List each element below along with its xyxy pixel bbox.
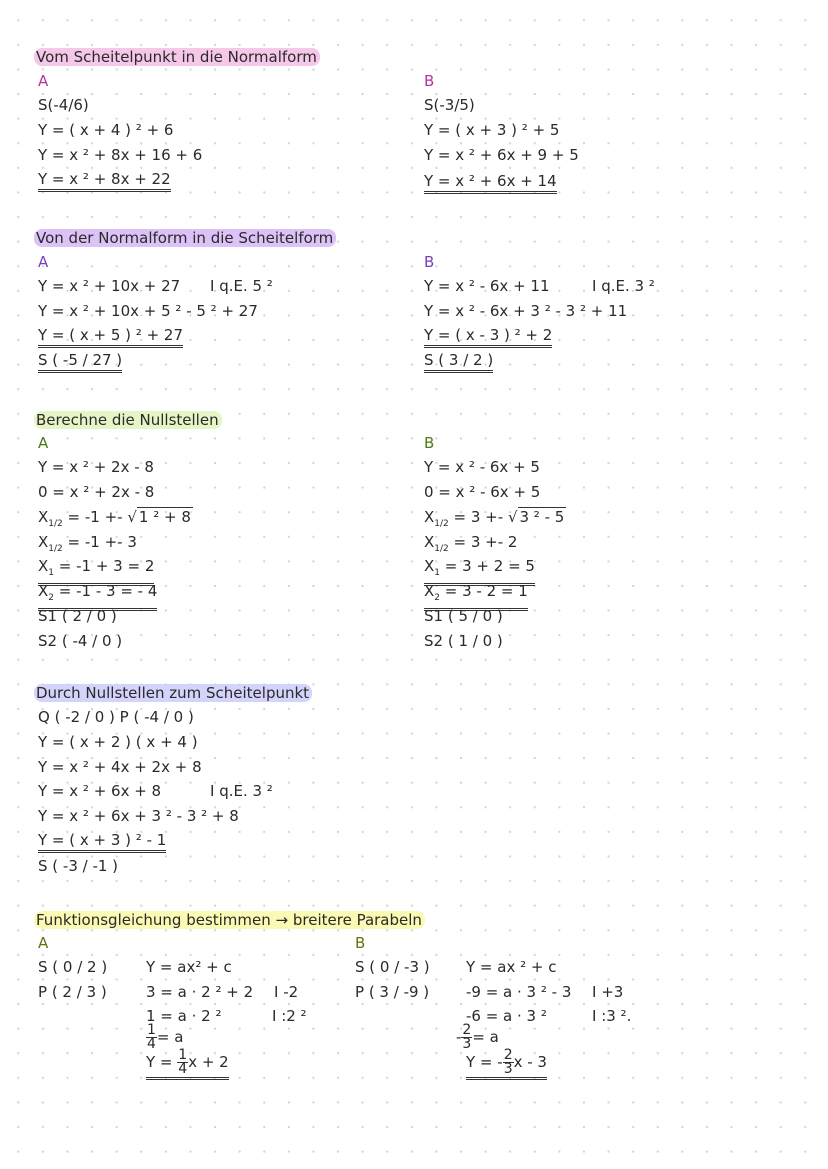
section-title-normal-to-scheitel: Von der Normalform in die Scheitelform	[34, 229, 336, 247]
section-title-scheitel-to-normal: Vom Scheitelpunkt in die Normalform	[34, 48, 320, 66]
point-line: P ( 3 / -9 )	[355, 983, 430, 1001]
equation-line: - $\frac{2}{3}$ = a	[456, 1022, 499, 1052]
section-title-nullstellen-to-scheitel: Durch Nullstellen zum Scheitelpunkt	[34, 684, 312, 702]
equation-line: 3 = a · 2 ² + 2	[146, 983, 254, 1001]
equation-line: Y = x ² + 6x + 3 ² - 3 ² + 8	[38, 807, 239, 825]
zero-point: S1 ( 2 / 0 )	[38, 607, 117, 625]
formula-line: $X_{1/2} = -1$ +- √ 1 ² + 8	[38, 508, 191, 529]
column-label-b: B	[424, 72, 435, 90]
vertex-result: S ( 3 / 2 )	[424, 351, 493, 373]
equation-line: Y = x ² + 10x + 5 ² - 5 ² + 27	[38, 302, 258, 320]
root-result: $X_2 = -1 - 3$ = - 4	[38, 582, 157, 611]
column-label-a: A	[38, 934, 49, 952]
column-label-b: B	[424, 434, 435, 452]
column-label-a: A	[38, 72, 49, 90]
point-line: S ( 0 / -3 )	[355, 958, 430, 976]
equation-line: Y = x ² - 6x + 11	[424, 277, 550, 295]
equation-line: S(-4/6)	[38, 96, 89, 114]
step-note: I -2	[274, 983, 299, 1001]
step-note: I q.E. 5 ²	[210, 277, 273, 295]
result-equation: Y = ( x + 3 ) ² - 1	[38, 831, 166, 853]
step-note: I :2 ²	[272, 1007, 307, 1025]
formula-line: $X_{1/2} = 3 +- 2$	[424, 533, 518, 554]
equation-line: 0 = x ² + 2x - 8	[38, 483, 155, 501]
result-equation: Y = ( x - 3 ) ² + 2	[424, 326, 552, 348]
formula-line: $X_{1/2} = -1 +- 3$	[38, 533, 137, 554]
equation-line: -6 = a · 3 ²	[466, 1007, 547, 1025]
equation-line: $\frac{1}{4}$ = a	[147, 1022, 184, 1052]
column-label-b: B	[355, 934, 366, 952]
equation-line: 0 = x ² - 6x + 5	[424, 483, 541, 501]
step-note: I q.E. 3 ²	[592, 277, 655, 295]
zero-point: S2 ( 1 / 0 )	[424, 632, 503, 650]
point-line: S ( 0 / 2 )	[38, 958, 108, 976]
root-result: $X_2 = 3 - 2 = 1$	[424, 582, 528, 611]
result-equation: Y = ( x + 5 ) ² + 27	[38, 326, 183, 348]
equation-line: Y = ( x + 4 ) ² + 6	[38, 121, 174, 139]
square-root-radicand: 1 ² + 8	[138, 508, 191, 526]
equation-line: Y = ax ² + c	[466, 958, 557, 976]
column-label-a: A	[38, 434, 49, 452]
equation-line: Y = x ² + 6x + 8	[38, 782, 162, 800]
step-note: I q.E. 3 ²	[210, 782, 273, 800]
equation-line: Y = ax² + c	[146, 958, 232, 976]
step-note: I +3	[592, 983, 624, 1001]
equation-line: Y = x ² + 10x + 27	[38, 277, 181, 295]
equation-line: Y = ( x + 2 ) ( x + 4 )	[38, 733, 198, 751]
fraction: $\frac{1}{4}$	[147, 1022, 156, 1052]
vertex-result: S ( -5 / 27 )	[38, 351, 122, 373]
equation-line: Y = x ² - 6x + 5	[424, 458, 540, 476]
result-equation: Y = $\frac{1}{4}$ x + 2	[146, 1049, 229, 1080]
fraction: $\frac{2}{3}$	[503, 1047, 513, 1077]
equation-line: Y = x ² + 4x + 2x + 8	[38, 758, 202, 776]
equation-line: Y = x ² + 6x + 9 + 5	[424, 146, 579, 164]
column-label-a: A	[38, 253, 49, 271]
root-result: $X_1 = -1 + 3 = 2$	[38, 557, 154, 586]
equation-line: -9 = a · 3 ² - 3	[466, 983, 572, 1001]
zero-point: S1 ( 5 / 0 )	[424, 607, 503, 625]
equation-line: Y = ( x + 3 ) ² + 5	[424, 121, 560, 139]
result-equation: Y = x ² + 8x + 22	[38, 170, 171, 192]
step-note: I :3 ².	[592, 1007, 632, 1025]
section-title-nullstellen: Berechne die Nullstellen	[34, 411, 222, 429]
equation-line: 1 = a · 2 ²	[146, 1007, 222, 1025]
equation-line: S(-3/5)	[424, 96, 475, 114]
point-line: P ( 2 / 3 )	[38, 983, 107, 1001]
fraction: $\frac{2}{3}$	[462, 1022, 472, 1052]
formula-line: $X_{1/2} = 3$ +- √ 3 ² - 5	[424, 508, 565, 529]
zero-point: S2 ( -4 / 0 )	[38, 632, 123, 650]
section-title-funktionsgleichung: Funktionsgleichung bestimmen → breitere Parabeln	[34, 911, 425, 929]
vertex-result: S ( -3 / -1 )	[38, 857, 119, 875]
root-result: $X_1 = 3 + 2 = 5$	[424, 557, 535, 586]
result-equation: Y = x ² + 6x + 14	[424, 172, 557, 194]
equation-line: Y = x ² + 2x - 8	[38, 458, 154, 476]
zero-points-line: Q ( -2 / 0 ) P ( -4 / 0 )	[38, 708, 194, 726]
square-root-radicand: 3 ² - 5	[519, 508, 565, 526]
equation-line: Y = x ² - 6x + 3 ² - 3 ² + 11	[424, 302, 628, 320]
column-label-b: B	[424, 253, 435, 271]
equation-line: Y = x ² + 8x + 16 + 6	[38, 146, 203, 164]
result-equation: Y = - $\frac{2}{3}$ x - 3	[466, 1049, 547, 1080]
fraction: $\frac{1}{4}$	[178, 1047, 188, 1077]
